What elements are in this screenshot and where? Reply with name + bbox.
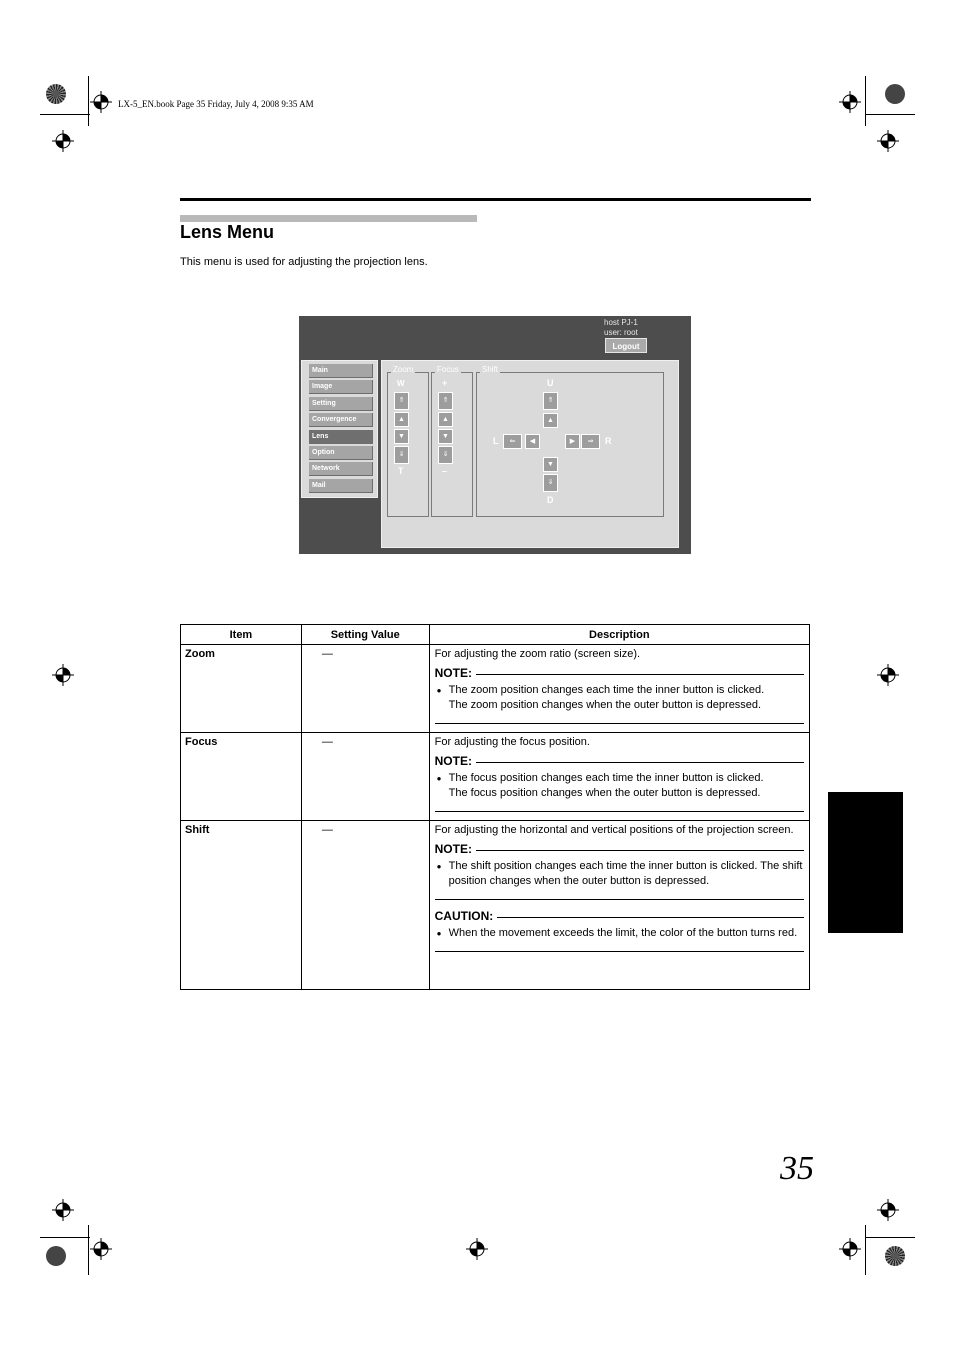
- note-line: The focus position changes each time the inner button is clicked.: [448, 772, 764, 784]
- crop-mark: [865, 1237, 915, 1238]
- shift-right-outer-button[interactable]: ⇒: [581, 434, 600, 449]
- menu-item-network[interactable]: Network: [309, 462, 373, 476]
- shift-down-outer-button[interactable]: ⇓: [543, 474, 558, 492]
- calibration-target-icon: [885, 1246, 905, 1266]
- chapter-tab: [828, 792, 903, 933]
- registration-mark-icon: [839, 1238, 861, 1260]
- registration-mark-icon: [877, 664, 899, 686]
- menu-item-convergence[interactable]: Convergence: [309, 413, 373, 427]
- page-title: Lens Menu: [180, 222, 275, 242]
- note-end-rule: [435, 811, 804, 812]
- table-row-zoom: [181, 645, 810, 733]
- note-label: NOTE:: [434, 842, 472, 856]
- caution-end-rule: [435, 951, 804, 952]
- header-item: Item: [181, 625, 302, 645]
- desc-shift-text: For adjusting the horizontal and vertical positions of the projection screen.: [434, 824, 794, 836]
- value-focus: —: [301, 733, 429, 821]
- calibration-target-icon: [885, 84, 905, 104]
- zoom-tele-label: T: [398, 466, 404, 476]
- crop-mark: [88, 76, 89, 126]
- focus-near-outer-button[interactable]: ⇑: [438, 392, 453, 410]
- zoom-tele-outer-button[interactable]: ⇓: [394, 446, 409, 464]
- menu-item-main[interactable]: Main: [309, 364, 373, 378]
- intro-text: This menu is used for adjusting the projection lens.: [180, 256, 428, 268]
- focus-plus-label: +: [442, 378, 448, 388]
- shift-right-label: R: [605, 436, 612, 446]
- note-end-rule: [435, 899, 804, 900]
- menu-item-mail[interactable]: Mail: [309, 479, 373, 493]
- note-bullet: [435, 771, 804, 801]
- note-label: NOTE:: [434, 754, 472, 768]
- calibration-target-icon: [46, 1246, 66, 1266]
- shift-up-outer-button[interactable]: ⇑: [543, 392, 558, 410]
- shift-right-inner-button[interactable]: ▶: [565, 434, 580, 449]
- table-header-row: [181, 625, 810, 645]
- registration-mark-icon: [466, 1238, 488, 1260]
- item-focus: Focus: [181, 733, 302, 821]
- lens-settings-table: [180, 624, 810, 990]
- registration-mark-icon: [877, 130, 899, 152]
- table-row-focus: [181, 733, 810, 821]
- note-heading: [435, 754, 804, 768]
- crop-mark: [88, 1225, 89, 1275]
- table-row-shift: [181, 821, 810, 990]
- note-bullet: ● The shift position changes each time the inner button is clicked. The shift position changes when the outer button is depressed.: [435, 859, 804, 889]
- value-zoom: —: [301, 645, 429, 733]
- header-setting-value: Setting Value: [301, 625, 429, 645]
- menu-item-lens[interactable]: Lens: [309, 430, 373, 444]
- shift-down-label: D: [547, 495, 554, 505]
- focus-far-inner-button[interactable]: ▼: [438, 429, 453, 444]
- note-heading: [435, 842, 804, 856]
- logout-button[interactable]: Logout: [605, 338, 647, 353]
- crop-mark: [865, 1225, 866, 1275]
- crop-mark: [865, 76, 866, 126]
- host-label: host PJ-1: [604, 318, 638, 327]
- lens-menu-screenshot: [299, 316, 691, 554]
- shift-down-inner-button[interactable]: ▼: [543, 457, 558, 472]
- caution-label: CAUTION:: [434, 909, 494, 923]
- item-shift: Shift: [181, 821, 302, 990]
- note-bullet: [435, 683, 804, 713]
- registration-mark-icon: [90, 91, 112, 113]
- crop-mark: [40, 1237, 90, 1238]
- session-info: [604, 318, 638, 338]
- file-stamp: LX-5_EN.book Page 35 Friday, July 4, 2008 9:35 AM: [118, 99, 314, 109]
- note-end-rule: [435, 723, 804, 724]
- section-bar: [180, 215, 477, 222]
- user-label: user: root: [604, 328, 638, 337]
- shift-left-inner-button[interactable]: ◀: [525, 434, 540, 449]
- focus-minus-label: –: [442, 466, 448, 476]
- desc-shift: [429, 821, 809, 990]
- shift-left-label: L: [493, 436, 499, 446]
- note-label: NOTE:: [434, 666, 472, 680]
- zoom-label: Zoom: [393, 365, 414, 374]
- registration-mark-icon: [52, 1199, 74, 1221]
- value-shift: —: [301, 821, 429, 990]
- note-line: The zoom position changes each time the inner button is clicked.: [448, 684, 765, 696]
- focus-near-inner-button[interactable]: ▲: [438, 412, 453, 427]
- note-heading: [435, 666, 804, 680]
- page-number: 35: [780, 1150, 814, 1187]
- crop-mark: [865, 114, 915, 115]
- focus-far-outer-button[interactable]: ⇓: [438, 446, 453, 464]
- registration-mark-icon: [52, 664, 74, 686]
- header-description: Description: [429, 625, 809, 645]
- crop-mark: [40, 114, 90, 115]
- sidebar-menu: [301, 360, 378, 498]
- note-line: The focus position changes when the outer button is depressed.: [448, 787, 761, 799]
- desc-zoom: [429, 645, 809, 733]
- shift-up-inner-button[interactable]: ▲: [543, 413, 558, 428]
- item-zoom: Zoom: [181, 645, 302, 733]
- registration-mark-icon: [52, 130, 74, 152]
- menu-item-setting[interactable]: Setting: [309, 397, 373, 411]
- zoom-wide-inner-button[interactable]: ▲: [394, 412, 409, 427]
- desc-focus-text: For adjusting the focus position.: [434, 736, 590, 748]
- menu-item-option[interactable]: Option: [309, 446, 373, 460]
- registration-mark-icon: [839, 91, 861, 113]
- desc-zoom-text: For adjusting the zoom ratio (screen size).: [434, 648, 641, 660]
- menu-item-image[interactable]: Image: [309, 380, 373, 394]
- registration-mark-icon: [90, 1238, 112, 1260]
- desc-focus: [429, 733, 809, 821]
- caution-bullet: ● When the movement exceeds the limit, the color of the button turns red.: [435, 926, 804, 941]
- note-line: The zoom position changes when the outer button is depressed.: [448, 699, 762, 711]
- shift-left-outer-button[interactable]: ⇐: [503, 434, 522, 449]
- zoom-wide-label: W: [397, 379, 405, 388]
- registration-mark-icon: [877, 1199, 899, 1221]
- calibration-target-icon: [46, 84, 66, 104]
- focus-label: Focus: [437, 365, 459, 374]
- shift-up-label: U: [547, 378, 554, 388]
- lens-controls-panel: [381, 360, 679, 548]
- zoom-wide-outer-button[interactable]: ⇑: [394, 392, 409, 410]
- shift-label: Shift: [482, 365, 499, 374]
- header-rule: [180, 198, 811, 201]
- caution-heading: [435, 909, 804, 923]
- zoom-tele-inner-button[interactable]: ▼: [394, 429, 409, 444]
